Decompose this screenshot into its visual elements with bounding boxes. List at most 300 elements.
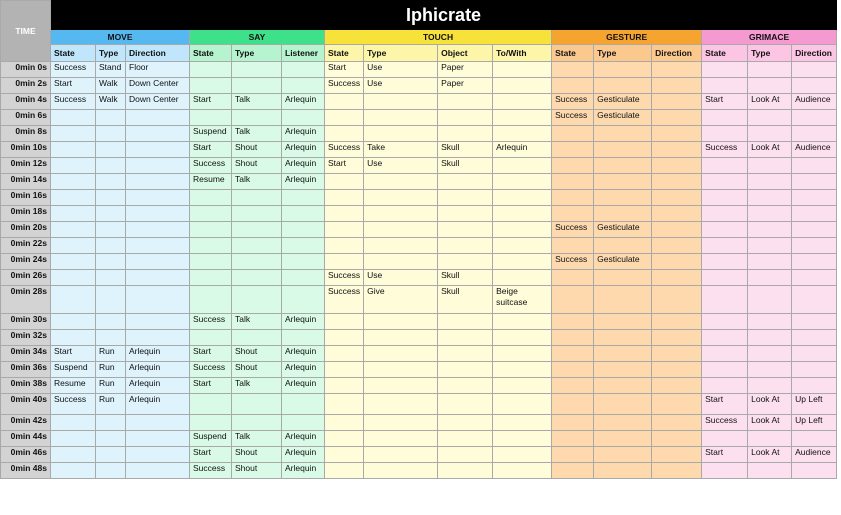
cell-touch[interactable]	[325, 378, 364, 394]
cell-gesture[interactable]	[652, 394, 702, 415]
cell-touch[interactable]	[493, 62, 552, 78]
cell-touch[interactable]: Beige suitcase	[493, 286, 552, 314]
cell-grimace[interactable]	[792, 314, 837, 330]
cell-grimace[interactable]: Success	[702, 142, 748, 158]
time-cell[interactable]: 0min 40s	[1, 394, 51, 415]
cell-touch[interactable]	[493, 110, 552, 126]
cell-grimace[interactable]	[702, 174, 748, 190]
cell-gesture[interactable]	[552, 238, 594, 254]
cell-touch[interactable]	[493, 378, 552, 394]
cell-touch[interactable]	[438, 378, 493, 394]
cell-touch[interactable]	[364, 94, 438, 110]
cell-touch[interactable]	[364, 394, 438, 415]
cell-say[interactable]: Arlequin	[282, 314, 325, 330]
cell-touch[interactable]: Use	[364, 158, 438, 174]
cell-touch[interactable]: Skull	[438, 142, 493, 158]
cell-gesture[interactable]	[594, 378, 652, 394]
cell-say[interactable]	[282, 254, 325, 270]
cell-touch[interactable]	[438, 174, 493, 190]
cell-gesture[interactable]	[652, 286, 702, 314]
cell-gesture[interactable]: Success	[552, 222, 594, 238]
cell-grimace[interactable]	[748, 174, 792, 190]
group-header-gesture[interactable]: GESTURE	[552, 30, 702, 45]
cell-touch[interactable]	[493, 314, 552, 330]
cell-move[interactable]: Run	[96, 394, 126, 415]
time-cell[interactable]: 0min 12s	[1, 158, 51, 174]
cell-touch[interactable]	[438, 431, 493, 447]
cell-move[interactable]	[51, 415, 96, 431]
cell-grimace[interactable]	[702, 314, 748, 330]
cell-gesture[interactable]	[552, 447, 594, 463]
cell-move[interactable]: Arlequin	[126, 362, 190, 378]
cell-move[interactable]: Success	[51, 62, 96, 78]
sheet-title[interactable]: Iphicrate	[51, 1, 837, 30]
cell-say[interactable]	[190, 254, 232, 270]
cell-grimace[interactable]: Audience	[792, 447, 837, 463]
cell-move[interactable]: Arlequin	[126, 394, 190, 415]
cell-grimace[interactable]: Look At	[748, 415, 792, 431]
cell-move[interactable]	[126, 314, 190, 330]
cell-say[interactable]	[190, 270, 232, 286]
cell-say[interactable]: Talk	[232, 94, 282, 110]
cell-say[interactable]	[190, 62, 232, 78]
cell-say[interactable]	[190, 394, 232, 415]
cell-move[interactable]	[126, 286, 190, 314]
cell-gesture[interactable]	[652, 126, 702, 142]
cell-say[interactable]: Start	[190, 142, 232, 158]
cell-say[interactable]: Arlequin	[282, 142, 325, 158]
cell-grimace[interactable]	[748, 330, 792, 346]
cell-say[interactable]	[232, 238, 282, 254]
cell-gesture[interactable]	[552, 314, 594, 330]
cell-say[interactable]: Shout	[232, 447, 282, 463]
column-header-move-state[interactable]: State	[51, 45, 96, 62]
cell-gesture[interactable]	[652, 330, 702, 346]
cell-say[interactable]	[190, 206, 232, 222]
cell-move[interactable]	[96, 463, 126, 479]
column-header-grimace-direction[interactable]: Direction	[792, 45, 837, 62]
cell-say[interactable]	[190, 78, 232, 94]
cell-move[interactable]	[96, 330, 126, 346]
cell-gesture[interactable]	[552, 142, 594, 158]
cell-say[interactable]: Start	[190, 94, 232, 110]
cell-gesture[interactable]	[594, 126, 652, 142]
cell-touch[interactable]	[438, 254, 493, 270]
cell-move[interactable]	[126, 126, 190, 142]
cell-touch[interactable]	[493, 415, 552, 431]
cell-say[interactable]: Talk	[232, 378, 282, 394]
cell-gesture[interactable]	[594, 330, 652, 346]
time-cell[interactable]: 0min 16s	[1, 190, 51, 206]
cell-move[interactable]: Run	[96, 378, 126, 394]
cell-gesture[interactable]	[594, 206, 652, 222]
cell-gesture[interactable]	[594, 394, 652, 415]
cell-touch[interactable]	[364, 110, 438, 126]
cell-touch[interactable]	[493, 94, 552, 110]
cell-say[interactable]	[232, 254, 282, 270]
cell-gesture[interactable]	[652, 346, 702, 362]
time-cell[interactable]: 0min 44s	[1, 431, 51, 447]
cell-touch[interactable]	[438, 190, 493, 206]
cell-move[interactable]	[96, 174, 126, 190]
cell-move[interactable]: Down Center	[126, 78, 190, 94]
cell-gesture[interactable]	[652, 206, 702, 222]
cell-grimace[interactable]	[748, 314, 792, 330]
cell-grimace[interactable]: Look At	[748, 142, 792, 158]
cell-touch[interactable]	[364, 330, 438, 346]
cell-touch[interactable]	[438, 222, 493, 238]
cell-move[interactable]	[51, 238, 96, 254]
cell-touch[interactable]	[438, 314, 493, 330]
cell-move[interactable]	[51, 158, 96, 174]
cell-grimace[interactable]: Start	[702, 447, 748, 463]
cell-say[interactable]	[232, 206, 282, 222]
cell-touch[interactable]: Arlequin	[493, 142, 552, 158]
cell-say[interactable]: Arlequin	[282, 174, 325, 190]
cell-say[interactable]	[282, 330, 325, 346]
cell-touch[interactable]: Use	[364, 78, 438, 94]
cell-say[interactable]	[232, 286, 282, 314]
cell-touch[interactable]	[493, 346, 552, 362]
cell-move[interactable]	[51, 447, 96, 463]
cell-say[interactable]	[190, 190, 232, 206]
cell-grimace[interactable]	[702, 463, 748, 479]
cell-move[interactable]: Run	[96, 362, 126, 378]
cell-touch[interactable]: Paper	[438, 62, 493, 78]
cell-say[interactable]	[282, 394, 325, 415]
cell-gesture[interactable]	[652, 314, 702, 330]
cell-gesture[interactable]: Gesticulate	[594, 110, 652, 126]
cell-grimace[interactable]	[792, 431, 837, 447]
cell-gesture[interactable]	[652, 431, 702, 447]
cell-grimace[interactable]: Success	[702, 415, 748, 431]
cell-move[interactable]: Arlequin	[126, 346, 190, 362]
cell-gesture[interactable]	[552, 190, 594, 206]
cell-grimace[interactable]	[702, 222, 748, 238]
time-cell[interactable]: 0min 34s	[1, 346, 51, 362]
group-header-grimace[interactable]: GRIMACE	[702, 30, 837, 45]
cell-move[interactable]: Suspend	[51, 362, 96, 378]
column-header-touch-state[interactable]: State	[325, 45, 364, 62]
cell-move[interactable]	[96, 447, 126, 463]
cell-touch[interactable]	[493, 362, 552, 378]
cell-touch[interactable]	[493, 126, 552, 142]
cell-touch[interactable]	[325, 254, 364, 270]
cell-touch[interactable]	[325, 314, 364, 330]
time-cell[interactable]: 0min 4s	[1, 94, 51, 110]
cell-move[interactable]: Down Center	[126, 94, 190, 110]
cell-move[interactable]	[51, 286, 96, 314]
cell-say[interactable]: Talk	[232, 174, 282, 190]
cell-gesture[interactable]	[652, 110, 702, 126]
cell-move[interactable]: Start	[51, 78, 96, 94]
column-header-grimace-state[interactable]: State	[702, 45, 748, 62]
cell-grimace[interactable]: Look At	[748, 394, 792, 415]
cell-grimace[interactable]	[702, 362, 748, 378]
cell-touch[interactable]: Use	[364, 62, 438, 78]
cell-move[interactable]	[96, 431, 126, 447]
cell-touch[interactable]: Success	[325, 286, 364, 314]
cell-gesture[interactable]	[652, 142, 702, 158]
cell-touch[interactable]	[493, 78, 552, 94]
cell-move[interactable]	[96, 415, 126, 431]
cell-gesture[interactable]: Success	[552, 254, 594, 270]
cell-gesture[interactable]	[552, 362, 594, 378]
cell-touch[interactable]	[493, 447, 552, 463]
cell-touch[interactable]	[325, 330, 364, 346]
column-header-grimace-type[interactable]: Type	[748, 45, 792, 62]
cell-grimace[interactable]	[748, 270, 792, 286]
cell-move[interactable]	[126, 110, 190, 126]
cell-touch[interactable]	[364, 206, 438, 222]
cell-gesture[interactable]	[594, 190, 652, 206]
cell-grimace[interactable]	[792, 110, 837, 126]
cell-touch[interactable]	[438, 447, 493, 463]
cell-touch[interactable]	[364, 415, 438, 431]
cell-say[interactable]	[190, 110, 232, 126]
cell-gesture[interactable]	[652, 463, 702, 479]
cell-touch[interactable]	[364, 346, 438, 362]
cell-grimace[interactable]	[792, 346, 837, 362]
cell-gesture[interactable]	[552, 346, 594, 362]
cell-move[interactable]: Start	[51, 346, 96, 362]
cell-say[interactable]	[190, 415, 232, 431]
cell-gesture[interactable]	[594, 62, 652, 78]
cell-gesture[interactable]	[552, 378, 594, 394]
group-header-touch[interactable]: TOUCH	[325, 30, 552, 45]
cell-say[interactable]: Suspend	[190, 126, 232, 142]
column-header-gesture-type[interactable]: Type	[594, 45, 652, 62]
cell-move[interactable]	[126, 238, 190, 254]
cell-gesture[interactable]	[652, 238, 702, 254]
cell-touch[interactable]	[493, 222, 552, 238]
cell-grimace[interactable]: Start	[702, 394, 748, 415]
cell-move[interactable]	[96, 126, 126, 142]
time-cell[interactable]: 0min 2s	[1, 78, 51, 94]
cell-say[interactable]	[282, 270, 325, 286]
cell-grimace[interactable]: Audience	[792, 142, 837, 158]
cell-touch[interactable]: Skull	[438, 286, 493, 314]
cell-grimace[interactable]	[792, 222, 837, 238]
cell-move[interactable]	[96, 270, 126, 286]
cell-gesture[interactable]	[552, 158, 594, 174]
cell-gesture[interactable]: Gesticulate	[594, 254, 652, 270]
cell-grimace[interactable]	[792, 174, 837, 190]
time-cell[interactable]: 0min 26s	[1, 270, 51, 286]
cell-grimace[interactable]: Up Left	[792, 394, 837, 415]
cell-touch[interactable]	[325, 463, 364, 479]
cell-move[interactable]: Arlequin	[126, 378, 190, 394]
cell-say[interactable]	[232, 415, 282, 431]
cell-say[interactable]: Shout	[232, 362, 282, 378]
cell-gesture[interactable]	[552, 394, 594, 415]
cell-say[interactable]: Success	[190, 362, 232, 378]
cell-say[interactable]	[282, 206, 325, 222]
cell-move[interactable]	[126, 206, 190, 222]
time-cell[interactable]: 0min 42s	[1, 415, 51, 431]
time-cell[interactable]: 0min 32s	[1, 330, 51, 346]
cell-grimace[interactable]	[702, 190, 748, 206]
cell-gesture[interactable]	[652, 174, 702, 190]
cell-say[interactable]: Arlequin	[282, 447, 325, 463]
cell-gesture[interactable]	[594, 174, 652, 190]
cell-say[interactable]	[232, 222, 282, 238]
cell-say[interactable]	[282, 110, 325, 126]
cell-grimace[interactable]	[792, 206, 837, 222]
cell-move[interactable]	[51, 174, 96, 190]
cell-gesture[interactable]	[652, 62, 702, 78]
cell-touch[interactable]: Skull	[438, 158, 493, 174]
cell-touch[interactable]: Start	[325, 158, 364, 174]
cell-touch[interactable]	[325, 206, 364, 222]
cell-grimace[interactable]	[702, 286, 748, 314]
cell-grimace[interactable]	[748, 431, 792, 447]
cell-gesture[interactable]	[552, 78, 594, 94]
cell-touch[interactable]: Skull	[438, 270, 493, 286]
cell-touch[interactable]	[493, 431, 552, 447]
cell-say[interactable]	[282, 222, 325, 238]
cell-touch[interactable]	[364, 222, 438, 238]
cell-grimace[interactable]	[792, 463, 837, 479]
cell-touch[interactable]	[438, 94, 493, 110]
cell-move[interactable]	[126, 447, 190, 463]
cell-grimace[interactable]: Audience	[792, 94, 837, 110]
cell-gesture[interactable]	[552, 330, 594, 346]
cell-say[interactable]: Talk	[232, 126, 282, 142]
cell-grimace[interactable]	[792, 286, 837, 314]
cell-touch[interactable]	[364, 190, 438, 206]
cell-gesture[interactable]	[652, 222, 702, 238]
time-cell[interactable]: 0min 22s	[1, 238, 51, 254]
cell-grimace[interactable]	[702, 110, 748, 126]
cell-touch[interactable]	[438, 463, 493, 479]
cell-grimace[interactable]	[702, 254, 748, 270]
time-cell[interactable]: 0min 18s	[1, 206, 51, 222]
cell-touch[interactable]: Success	[325, 270, 364, 286]
cell-move[interactable]	[51, 254, 96, 270]
cell-move[interactable]	[126, 463, 190, 479]
cell-move[interactable]	[96, 158, 126, 174]
cell-grimace[interactable]	[792, 330, 837, 346]
cell-touch[interactable]	[325, 431, 364, 447]
cell-gesture[interactable]	[594, 415, 652, 431]
cell-say[interactable]	[282, 238, 325, 254]
cell-say[interactable]: Success	[190, 314, 232, 330]
cell-gesture[interactable]	[652, 415, 702, 431]
cell-touch[interactable]	[438, 330, 493, 346]
cell-grimace[interactable]: Up Left	[792, 415, 837, 431]
cell-gesture[interactable]	[552, 270, 594, 286]
time-cell[interactable]: 0min 28s	[1, 286, 51, 314]
cell-move[interactable]	[51, 126, 96, 142]
cell-gesture[interactable]	[652, 94, 702, 110]
cell-touch[interactable]	[325, 126, 364, 142]
cell-gesture[interactable]	[552, 286, 594, 314]
cell-say[interactable]: Shout	[232, 142, 282, 158]
cell-gesture[interactable]	[552, 206, 594, 222]
cell-move[interactable]	[126, 330, 190, 346]
cell-say[interactable]	[190, 238, 232, 254]
cell-gesture[interactable]	[652, 190, 702, 206]
cell-grimace[interactable]	[702, 62, 748, 78]
cell-move[interactable]	[126, 254, 190, 270]
cell-touch[interactable]	[325, 110, 364, 126]
cell-gesture[interactable]	[594, 238, 652, 254]
cell-gesture[interactable]	[552, 126, 594, 142]
time-cell[interactable]: 0min 14s	[1, 174, 51, 190]
time-cell[interactable]: 0min 0s	[1, 62, 51, 78]
cell-gesture[interactable]	[594, 270, 652, 286]
cell-move[interactable]: Walk	[96, 94, 126, 110]
cell-grimace[interactable]	[748, 463, 792, 479]
cell-say[interactable]	[282, 415, 325, 431]
cell-touch[interactable]: Give	[364, 286, 438, 314]
cell-touch[interactable]	[438, 362, 493, 378]
cell-gesture[interactable]	[594, 314, 652, 330]
cell-gesture[interactable]	[594, 286, 652, 314]
cell-grimace[interactable]	[792, 126, 837, 142]
cell-gesture[interactable]	[652, 254, 702, 270]
cell-say[interactable]: Shout	[232, 158, 282, 174]
cell-move[interactable]	[51, 431, 96, 447]
cell-touch[interactable]	[364, 447, 438, 463]
cell-touch[interactable]	[325, 94, 364, 110]
cell-say[interactable]: Arlequin	[282, 378, 325, 394]
cell-say[interactable]: Start	[190, 378, 232, 394]
cell-grimace[interactable]	[702, 206, 748, 222]
cell-gesture[interactable]: Success	[552, 110, 594, 126]
cell-say[interactable]: Arlequin	[282, 126, 325, 142]
cell-gesture[interactable]	[552, 62, 594, 78]
time-cell[interactable]: 0min 10s	[1, 142, 51, 158]
cell-gesture[interactable]	[594, 158, 652, 174]
cell-move[interactable]	[96, 238, 126, 254]
time-cell[interactable]: 0min 30s	[1, 314, 51, 330]
cell-touch[interactable]	[325, 174, 364, 190]
cell-grimace[interactable]	[748, 190, 792, 206]
cell-say[interactable]	[282, 62, 325, 78]
cell-touch[interactable]	[364, 126, 438, 142]
cell-touch[interactable]	[493, 330, 552, 346]
cell-move[interactable]: Success	[51, 94, 96, 110]
cell-touch[interactable]	[325, 346, 364, 362]
time-cell[interactable]: 0min 36s	[1, 362, 51, 378]
cell-say[interactable]	[232, 110, 282, 126]
cell-grimace[interactable]	[702, 126, 748, 142]
cell-gesture[interactable]: Success	[552, 94, 594, 110]
cell-grimace[interactable]	[748, 158, 792, 174]
cell-touch[interactable]	[438, 394, 493, 415]
cell-touch[interactable]: Success	[325, 142, 364, 158]
cell-touch[interactable]	[325, 415, 364, 431]
cell-say[interactable]: Arlequin	[282, 94, 325, 110]
time-cell[interactable]: 0min 24s	[1, 254, 51, 270]
cell-move[interactable]	[51, 206, 96, 222]
cell-move[interactable]	[51, 314, 96, 330]
cell-grimace[interactable]	[748, 110, 792, 126]
cell-move[interactable]	[126, 431, 190, 447]
cell-grimace[interactable]: Look At	[748, 94, 792, 110]
cell-move[interactable]	[126, 174, 190, 190]
cell-move[interactable]	[51, 110, 96, 126]
cell-say[interactable]: Arlequin	[282, 158, 325, 174]
column-header-gesture-direction[interactable]: Direction	[652, 45, 702, 62]
cell-touch[interactable]	[364, 174, 438, 190]
cell-move[interactable]	[96, 254, 126, 270]
cell-touch[interactable]	[438, 110, 493, 126]
cell-touch[interactable]	[325, 238, 364, 254]
cell-move[interactable]: Floor	[126, 62, 190, 78]
